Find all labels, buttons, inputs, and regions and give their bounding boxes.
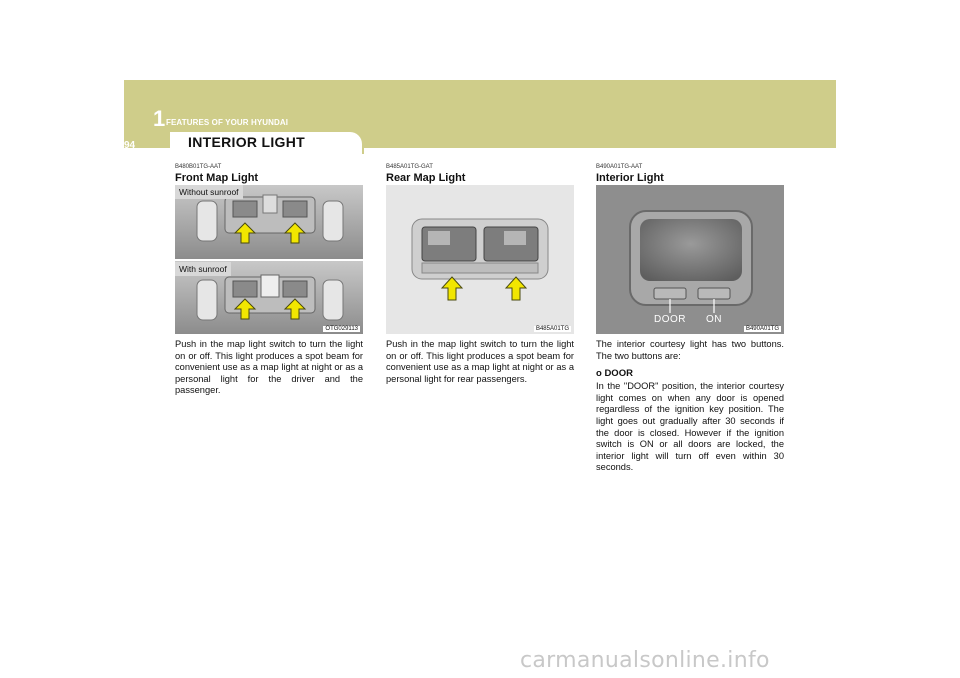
rear-map-light-column bbox=[386, 163, 574, 385]
without-sunroof-label: Without sunroof bbox=[175, 185, 243, 199]
front-map-light-illustration bbox=[175, 185, 363, 334]
front-map-light-column bbox=[175, 163, 363, 397]
door-body-text: In the "DOOR" position, the interior courtesy light comes on when any door is opened regardless of the ignition key position. The light goes out gradually after 30 seconds if the door is closed. However if the ignition switch is ON or all doors are locked, the interior light will turn off even within 30 seconds. bbox=[596, 381, 784, 473]
chapter-title: FEATURES OF YOUR HYUNDAI bbox=[166, 118, 289, 127]
interior-light-illustration bbox=[596, 185, 784, 334]
section-title: INTERIOR LIGHT bbox=[188, 134, 305, 150]
front-map-light-photo bbox=[175, 185, 363, 334]
chapter-number: 1 bbox=[153, 106, 166, 131]
rear-image-code: B485A01TG bbox=[535, 326, 569, 332]
door-button-label: DOOR bbox=[654, 314, 686, 325]
rear-heading: Rear Map Light bbox=[386, 172, 466, 184]
front-heading: Front Map Light bbox=[175, 172, 259, 184]
interior-code: B490A01TG-AAT bbox=[596, 164, 643, 170]
interior-image-code: B490A01TG bbox=[745, 326, 779, 332]
with-sunroof-label: With sunroof bbox=[175, 262, 231, 276]
front-code: B480B01TG-AAT bbox=[175, 164, 222, 170]
watermark: carmanualsonline.info bbox=[520, 648, 770, 673]
interior-heading: Interior Light bbox=[596, 172, 664, 184]
door-subheading: o DOOR bbox=[596, 368, 633, 380]
interior-light-column bbox=[596, 163, 784, 474]
on-button-label: ON bbox=[706, 314, 722, 325]
interior-intro-text: The interior courtesy light has two buttons. The two buttons are: bbox=[596, 339, 784, 361]
rear-body-text: Push in the map light switch to turn the light on or off. This light produces a spot beam for convenient use as a map light at night or as a personal light for rear passengers. bbox=[386, 339, 574, 384]
page-number: 94 bbox=[124, 140, 136, 151]
interior-light-photo bbox=[596, 185, 784, 334]
rear-map-light-photo bbox=[386, 185, 574, 334]
front-body-text: Push in the map light switch to turn the light on or off. This light produces a spot beam for convenient use as a map light at night or as a personal light for the driver and the passenger. bbox=[175, 339, 363, 396]
front-image-code: OTG029113 bbox=[325, 326, 358, 332]
rear-map-light-illustration bbox=[386, 185, 574, 334]
rear-code: B485A01TG-GAT bbox=[386, 164, 433, 170]
